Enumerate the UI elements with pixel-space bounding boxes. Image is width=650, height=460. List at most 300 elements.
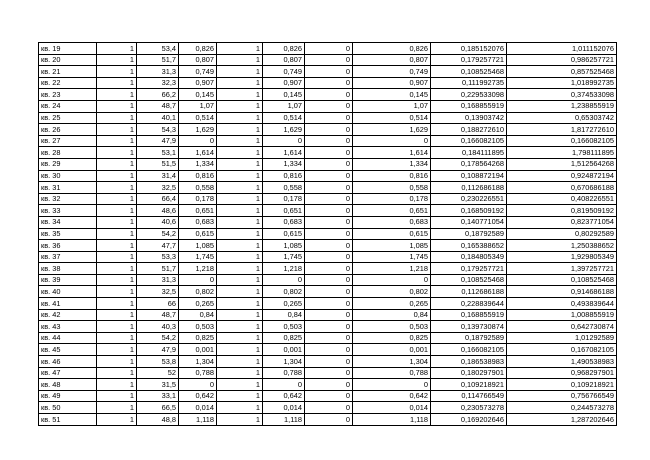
value-cell: 1 — [217, 367, 263, 379]
value-cell: 0 — [305, 54, 353, 66]
value-cell: 1,118 — [263, 414, 305, 426]
table-row — [39, 402, 617, 414]
table-row — [39, 263, 617, 275]
value-cell: 1,798111895 — [507, 147, 617, 159]
value-cell: 1 — [217, 286, 263, 298]
table-row — [39, 356, 617, 368]
value-cell: 0,001 — [179, 344, 217, 356]
table-body — [39, 43, 617, 426]
value-cell: 1,629 — [263, 124, 305, 136]
table-row — [39, 124, 617, 136]
value-cell: 66,5 — [137, 402, 179, 414]
value-cell: 0,13903742 — [431, 112, 507, 124]
table-row — [39, 228, 617, 240]
value-cell: 0,229533098 — [431, 89, 507, 101]
value-cell: 0,986257721 — [507, 54, 617, 66]
value-cell: 0 — [353, 135, 431, 147]
value-cell: 1 — [97, 251, 137, 263]
value-cell: 0 — [263, 135, 305, 147]
value-cell: 1 — [97, 100, 137, 112]
row-label-cell: кв. 24 — [39, 100, 97, 112]
value-cell: 40,1 — [137, 112, 179, 124]
value-cell: 0,80292589 — [507, 228, 617, 240]
value-cell: 0,558 — [179, 182, 217, 194]
value-cell: 1,085 — [179, 240, 217, 252]
value-cell: 1 — [97, 332, 137, 344]
value-cell: 0,802 — [353, 286, 431, 298]
row-label-cell: кв. 36 — [39, 240, 97, 252]
value-cell: 0,166082105 — [507, 135, 617, 147]
value-cell: 0 — [305, 205, 353, 217]
value-cell: 1 — [217, 356, 263, 368]
value-cell: 0,802 — [179, 286, 217, 298]
value-cell: 0,169202646 — [431, 414, 507, 426]
value-cell: 1,614 — [353, 147, 431, 159]
value-cell: 1 — [217, 228, 263, 240]
table-row — [39, 89, 617, 101]
value-cell: 0,749 — [263, 66, 305, 78]
value-cell: 1 — [217, 100, 263, 112]
value-cell: 1 — [97, 170, 137, 182]
value-cell: 0,230226551 — [431, 193, 507, 205]
value-cell: 0,184111895 — [431, 147, 507, 159]
value-cell: 0,178564268 — [431, 158, 507, 170]
value-cell: 0,112686188 — [431, 182, 507, 194]
value-cell: 1,334 — [353, 158, 431, 170]
value-cell: 1 — [97, 298, 137, 310]
row-label-cell: кв. 46 — [39, 356, 97, 368]
value-cell: 1,085 — [263, 240, 305, 252]
value-cell: 0,514 — [179, 112, 217, 124]
table-row — [39, 367, 617, 379]
value-cell: 1 — [97, 193, 137, 205]
value-cell: 1 — [217, 77, 263, 89]
value-cell: 0,825 — [353, 332, 431, 344]
value-cell: 48,7 — [137, 100, 179, 112]
value-cell: 1 — [217, 240, 263, 252]
table-row — [39, 193, 617, 205]
value-cell: 1 — [217, 66, 263, 78]
row-label-cell: кв. 19 — [39, 43, 97, 55]
row-label-cell: кв. 28 — [39, 147, 97, 159]
value-cell: 53,4 — [137, 43, 179, 55]
row-label-cell: кв. 23 — [39, 89, 97, 101]
table-row — [39, 390, 617, 402]
value-cell: 1,817272610 — [507, 124, 617, 136]
value-cell: 0,907 — [353, 77, 431, 89]
value-cell: 1 — [217, 170, 263, 182]
value-cell: 1 — [97, 228, 137, 240]
value-cell: 0,265 — [179, 298, 217, 310]
value-cell: 0 — [305, 182, 353, 194]
value-cell: 0,178 — [179, 193, 217, 205]
table-row — [39, 147, 617, 159]
value-cell: 0,558 — [263, 182, 305, 194]
table-row — [39, 170, 617, 182]
value-cell: 0,788 — [263, 367, 305, 379]
value-cell: 0,826 — [263, 43, 305, 55]
value-cell: 1,118 — [179, 414, 217, 426]
value-cell: 0,503 — [353, 321, 431, 333]
value-cell: 1 — [97, 216, 137, 228]
value-cell: 1,512564268 — [507, 158, 617, 170]
value-cell: 0,108525468 — [431, 274, 507, 286]
value-cell: 1 — [97, 66, 137, 78]
value-cell: 1 — [217, 124, 263, 136]
value-cell: 0,166082105 — [431, 135, 507, 147]
value-cell: 40,6 — [137, 216, 179, 228]
value-cell: 0,179257721 — [431, 54, 507, 66]
value-cell: 47,7 — [137, 240, 179, 252]
row-label-cell: кв. 49 — [39, 390, 97, 402]
value-cell: 1 — [217, 379, 263, 391]
table-row — [39, 100, 617, 112]
row-label-cell: кв. 33 — [39, 205, 97, 217]
row-label-cell: кв. 39 — [39, 274, 97, 286]
value-cell: 1 — [217, 216, 263, 228]
value-cell: 0,819509192 — [507, 205, 617, 217]
value-cell: 1,745 — [263, 251, 305, 263]
value-cell: 0,178 — [353, 193, 431, 205]
value-cell: 0,108525468 — [507, 274, 617, 286]
value-cell: 0,111992735 — [431, 77, 507, 89]
value-cell: 1,304 — [263, 356, 305, 368]
value-cell: 0,642 — [353, 390, 431, 402]
value-cell: 0,140771054 — [431, 216, 507, 228]
value-cell: 0,825 — [263, 332, 305, 344]
value-cell: 1,07 — [353, 100, 431, 112]
value-cell: 1,01292589 — [507, 332, 617, 344]
value-cell: 0,642730874 — [507, 321, 617, 333]
value-cell: 1 — [217, 158, 263, 170]
value-cell: 0,615 — [263, 228, 305, 240]
value-cell: 0,145 — [263, 89, 305, 101]
value-cell: 0,788 — [353, 367, 431, 379]
value-cell: 1,287202646 — [507, 414, 617, 426]
value-cell: 0,683 — [353, 216, 431, 228]
value-cell: 0,615 — [353, 228, 431, 240]
value-cell: 0,112686188 — [431, 286, 507, 298]
row-label-cell: кв. 29 — [39, 158, 97, 170]
value-cell: 1,614 — [179, 147, 217, 159]
value-cell: 1 — [97, 240, 137, 252]
value-cell: 1 — [217, 274, 263, 286]
value-cell: 0,408226551 — [507, 193, 617, 205]
row-label-cell: кв. 40 — [39, 286, 97, 298]
value-cell: 51,7 — [137, 263, 179, 275]
value-cell: 0 — [305, 89, 353, 101]
value-cell: 1 — [97, 135, 137, 147]
value-cell: 0,514 — [353, 112, 431, 124]
value-cell: 0,114766549 — [431, 390, 507, 402]
value-cell: 1 — [97, 414, 137, 426]
row-label-cell: кв. 21 — [39, 66, 97, 78]
value-cell: 0,109218921 — [507, 379, 617, 391]
value-cell: 1,07 — [263, 100, 305, 112]
value-cell: 1,745 — [353, 251, 431, 263]
value-cell: 0,001 — [263, 344, 305, 356]
value-cell: 0 — [305, 274, 353, 286]
value-cell: 0,968297901 — [507, 367, 617, 379]
value-cell: 0 — [179, 379, 217, 391]
row-label-cell: кв. 51 — [39, 414, 97, 426]
value-cell: 0,756766549 — [507, 390, 617, 402]
value-cell: 1,629 — [179, 124, 217, 136]
value-cell: 66,2 — [137, 89, 179, 101]
value-cell: 0,825 — [179, 332, 217, 344]
value-cell: 0,168855919 — [431, 100, 507, 112]
row-label-cell: кв. 35 — [39, 228, 97, 240]
value-cell: 1 — [217, 344, 263, 356]
value-cell: 31,3 — [137, 66, 179, 78]
value-cell: 1 — [97, 402, 137, 414]
value-cell: 1 — [217, 89, 263, 101]
value-cell: 40,3 — [137, 321, 179, 333]
row-label-cell: кв. 32 — [39, 193, 97, 205]
value-cell: 0,65303742 — [507, 112, 617, 124]
value-cell: 1 — [217, 205, 263, 217]
value-cell: 1 — [97, 321, 137, 333]
table-row — [39, 43, 617, 55]
value-cell: 0,001 — [353, 344, 431, 356]
value-cell: 1 — [217, 193, 263, 205]
value-cell: 47,9 — [137, 135, 179, 147]
value-cell: 1,397257721 — [507, 263, 617, 275]
value-cell: 0,683 — [179, 216, 217, 228]
row-label-cell: кв. 25 — [39, 112, 97, 124]
value-cell: 0 — [305, 344, 353, 356]
value-cell: 1 — [217, 43, 263, 55]
table-row — [39, 251, 617, 263]
value-cell: 51,7 — [137, 54, 179, 66]
table-row — [39, 321, 617, 333]
value-cell: 1,304 — [179, 356, 217, 368]
value-cell: 47,9 — [137, 344, 179, 356]
value-cell: 1,085 — [353, 240, 431, 252]
row-label-cell: кв. 45 — [39, 344, 97, 356]
value-cell: 0,167082105 — [507, 344, 617, 356]
value-cell: 1 — [97, 367, 137, 379]
value-cell: 0,230573278 — [431, 402, 507, 414]
value-cell: 0,228839644 — [431, 298, 507, 310]
value-cell: 32,5 — [137, 286, 179, 298]
value-cell: 1,334 — [179, 158, 217, 170]
value-cell: 1 — [97, 286, 137, 298]
table-row — [39, 298, 617, 310]
value-cell: 0 — [305, 251, 353, 263]
value-cell: 1,334 — [263, 158, 305, 170]
value-cell: 1 — [217, 182, 263, 194]
value-cell: 53,3 — [137, 251, 179, 263]
value-cell: 0 — [305, 286, 353, 298]
value-cell: 0,185152076 — [431, 43, 507, 55]
row-label-cell: кв. 26 — [39, 124, 97, 136]
value-cell: 0,165388652 — [431, 240, 507, 252]
value-cell: 31,3 — [137, 274, 179, 286]
table-row — [39, 216, 617, 228]
value-cell: 0,145 — [353, 89, 431, 101]
value-cell: 0,184805349 — [431, 251, 507, 263]
row-label-cell: кв. 44 — [39, 332, 97, 344]
value-cell: 0,651 — [179, 205, 217, 217]
value-cell: 0 — [305, 309, 353, 321]
row-label-cell: кв. 37 — [39, 251, 97, 263]
value-cell: 1,218 — [263, 263, 305, 275]
value-cell: 0,914686188 — [507, 286, 617, 298]
value-cell: 0 — [305, 170, 353, 182]
value-cell: 0,014 — [179, 402, 217, 414]
value-cell: 31,5 — [137, 379, 179, 391]
value-cell: 1 — [97, 309, 137, 321]
value-cell: 0,816 — [263, 170, 305, 182]
table-row — [39, 112, 617, 124]
value-cell: 0,816 — [179, 170, 217, 182]
value-cell: 1 — [97, 344, 137, 356]
row-label-cell: кв. 48 — [39, 379, 97, 391]
row-label-cell: кв. 43 — [39, 321, 97, 333]
value-cell: 1 — [217, 321, 263, 333]
value-cell: 0 — [305, 100, 353, 112]
value-cell: 0 — [305, 402, 353, 414]
value-cell: 0,788 — [179, 367, 217, 379]
row-label-cell: кв. 47 — [39, 367, 97, 379]
value-cell: 0,139730874 — [431, 321, 507, 333]
value-cell: 0,802 — [263, 286, 305, 298]
value-cell: 0 — [305, 124, 353, 136]
value-cell: 0,265 — [353, 298, 431, 310]
value-cell: 0 — [305, 77, 353, 89]
row-label-cell: кв. 20 — [39, 54, 97, 66]
value-cell: 0,907 — [179, 77, 217, 89]
value-cell: 0,84 — [353, 309, 431, 321]
value-cell: 0,807 — [353, 54, 431, 66]
value-cell: 0,683 — [263, 216, 305, 228]
value-cell: 1 — [97, 124, 137, 136]
value-cell: 1 — [97, 89, 137, 101]
value-cell: 0,816 — [353, 170, 431, 182]
value-cell: 1 — [217, 263, 263, 275]
value-cell: 0 — [305, 193, 353, 205]
value-cell: 0,108872194 — [431, 170, 507, 182]
value-cell: 33,1 — [137, 390, 179, 402]
row-label-cell: кв. 27 — [39, 135, 97, 147]
value-cell: 1,614 — [263, 147, 305, 159]
value-cell: 1 — [97, 43, 137, 55]
value-cell: 0 — [179, 135, 217, 147]
value-cell: 48,7 — [137, 309, 179, 321]
row-label-cell: кв. 42 — [39, 309, 97, 321]
value-cell: 0 — [353, 274, 431, 286]
value-cell: 1 — [217, 390, 263, 402]
row-label-cell: кв. 41 — [39, 298, 97, 310]
value-cell: 0,18792589 — [431, 332, 507, 344]
value-cell: 1,218 — [353, 263, 431, 275]
value-cell: 0,166082105 — [431, 344, 507, 356]
value-cell: 0,168509192 — [431, 205, 507, 217]
value-cell: 0,244573278 — [507, 402, 617, 414]
value-cell: 0,188272610 — [431, 124, 507, 136]
value-cell: 1 — [217, 402, 263, 414]
value-cell: 1 — [97, 54, 137, 66]
value-cell: 48,8 — [137, 414, 179, 426]
value-cell: 1,745 — [179, 251, 217, 263]
value-cell: 1 — [217, 332, 263, 344]
value-cell: 0,374533098 — [507, 89, 617, 101]
value-cell: 1,490538983 — [507, 356, 617, 368]
table-row — [39, 182, 617, 194]
table-row — [39, 54, 617, 66]
value-cell: 66,4 — [137, 193, 179, 205]
value-cell: 0 — [305, 216, 353, 228]
value-cell: 0 — [305, 356, 353, 368]
table-row — [39, 286, 617, 298]
row-label-cell: кв. 34 — [39, 216, 97, 228]
table-row — [39, 332, 617, 344]
value-cell: 48,6 — [137, 205, 179, 217]
value-cell: 0 — [305, 228, 353, 240]
table-row — [39, 379, 617, 391]
value-cell: 1 — [97, 390, 137, 402]
spreadsheet-table — [38, 42, 617, 426]
value-cell: 0 — [305, 321, 353, 333]
value-cell: 1 — [97, 356, 137, 368]
value-cell: 54,3 — [137, 124, 179, 136]
value-cell: 0,826 — [353, 43, 431, 55]
value-cell: 1 — [217, 251, 263, 263]
value-cell: 0 — [305, 43, 353, 55]
value-cell: 0,84 — [263, 309, 305, 321]
value-cell: 0 — [305, 263, 353, 275]
value-cell: 1 — [97, 379, 137, 391]
value-cell: 1,011152076 — [507, 43, 617, 55]
table-row — [39, 344, 617, 356]
value-cell: 0,180297901 — [431, 367, 507, 379]
table-row — [39, 66, 617, 78]
table-row — [39, 77, 617, 89]
value-cell: 53,8 — [137, 356, 179, 368]
value-cell: 0,826 — [179, 43, 217, 55]
row-label-cell: кв. 38 — [39, 263, 97, 275]
value-cell: 0,642 — [179, 390, 217, 402]
value-cell: 66 — [137, 298, 179, 310]
row-label-cell: кв. 30 — [39, 170, 97, 182]
value-cell: 0,615 — [179, 228, 217, 240]
value-cell: 0 — [263, 379, 305, 391]
value-cell: 0,108525468 — [431, 66, 507, 78]
value-cell: 1 — [97, 274, 137, 286]
value-cell: 0,807 — [179, 54, 217, 66]
value-cell: 0 — [263, 274, 305, 286]
value-cell: 0 — [305, 390, 353, 402]
value-cell: 1 — [97, 112, 137, 124]
value-cell: 0,179257721 — [431, 263, 507, 275]
value-cell: 0 — [305, 298, 353, 310]
value-cell: 0,014 — [353, 402, 431, 414]
value-cell: 1,238855919 — [507, 100, 617, 112]
value-cell: 0 — [305, 135, 353, 147]
value-cell: 1 — [97, 205, 137, 217]
value-cell: 0,749 — [179, 66, 217, 78]
table-row — [39, 240, 617, 252]
value-cell: 0,84 — [179, 309, 217, 321]
table-row — [39, 135, 617, 147]
value-cell: 1,218 — [179, 263, 217, 275]
value-cell: 1,250388652 — [507, 240, 617, 252]
value-cell: 0,924872194 — [507, 170, 617, 182]
value-cell: 1,018992735 — [507, 77, 617, 89]
value-cell: 0,651 — [353, 205, 431, 217]
value-cell: 0,014 — [263, 402, 305, 414]
